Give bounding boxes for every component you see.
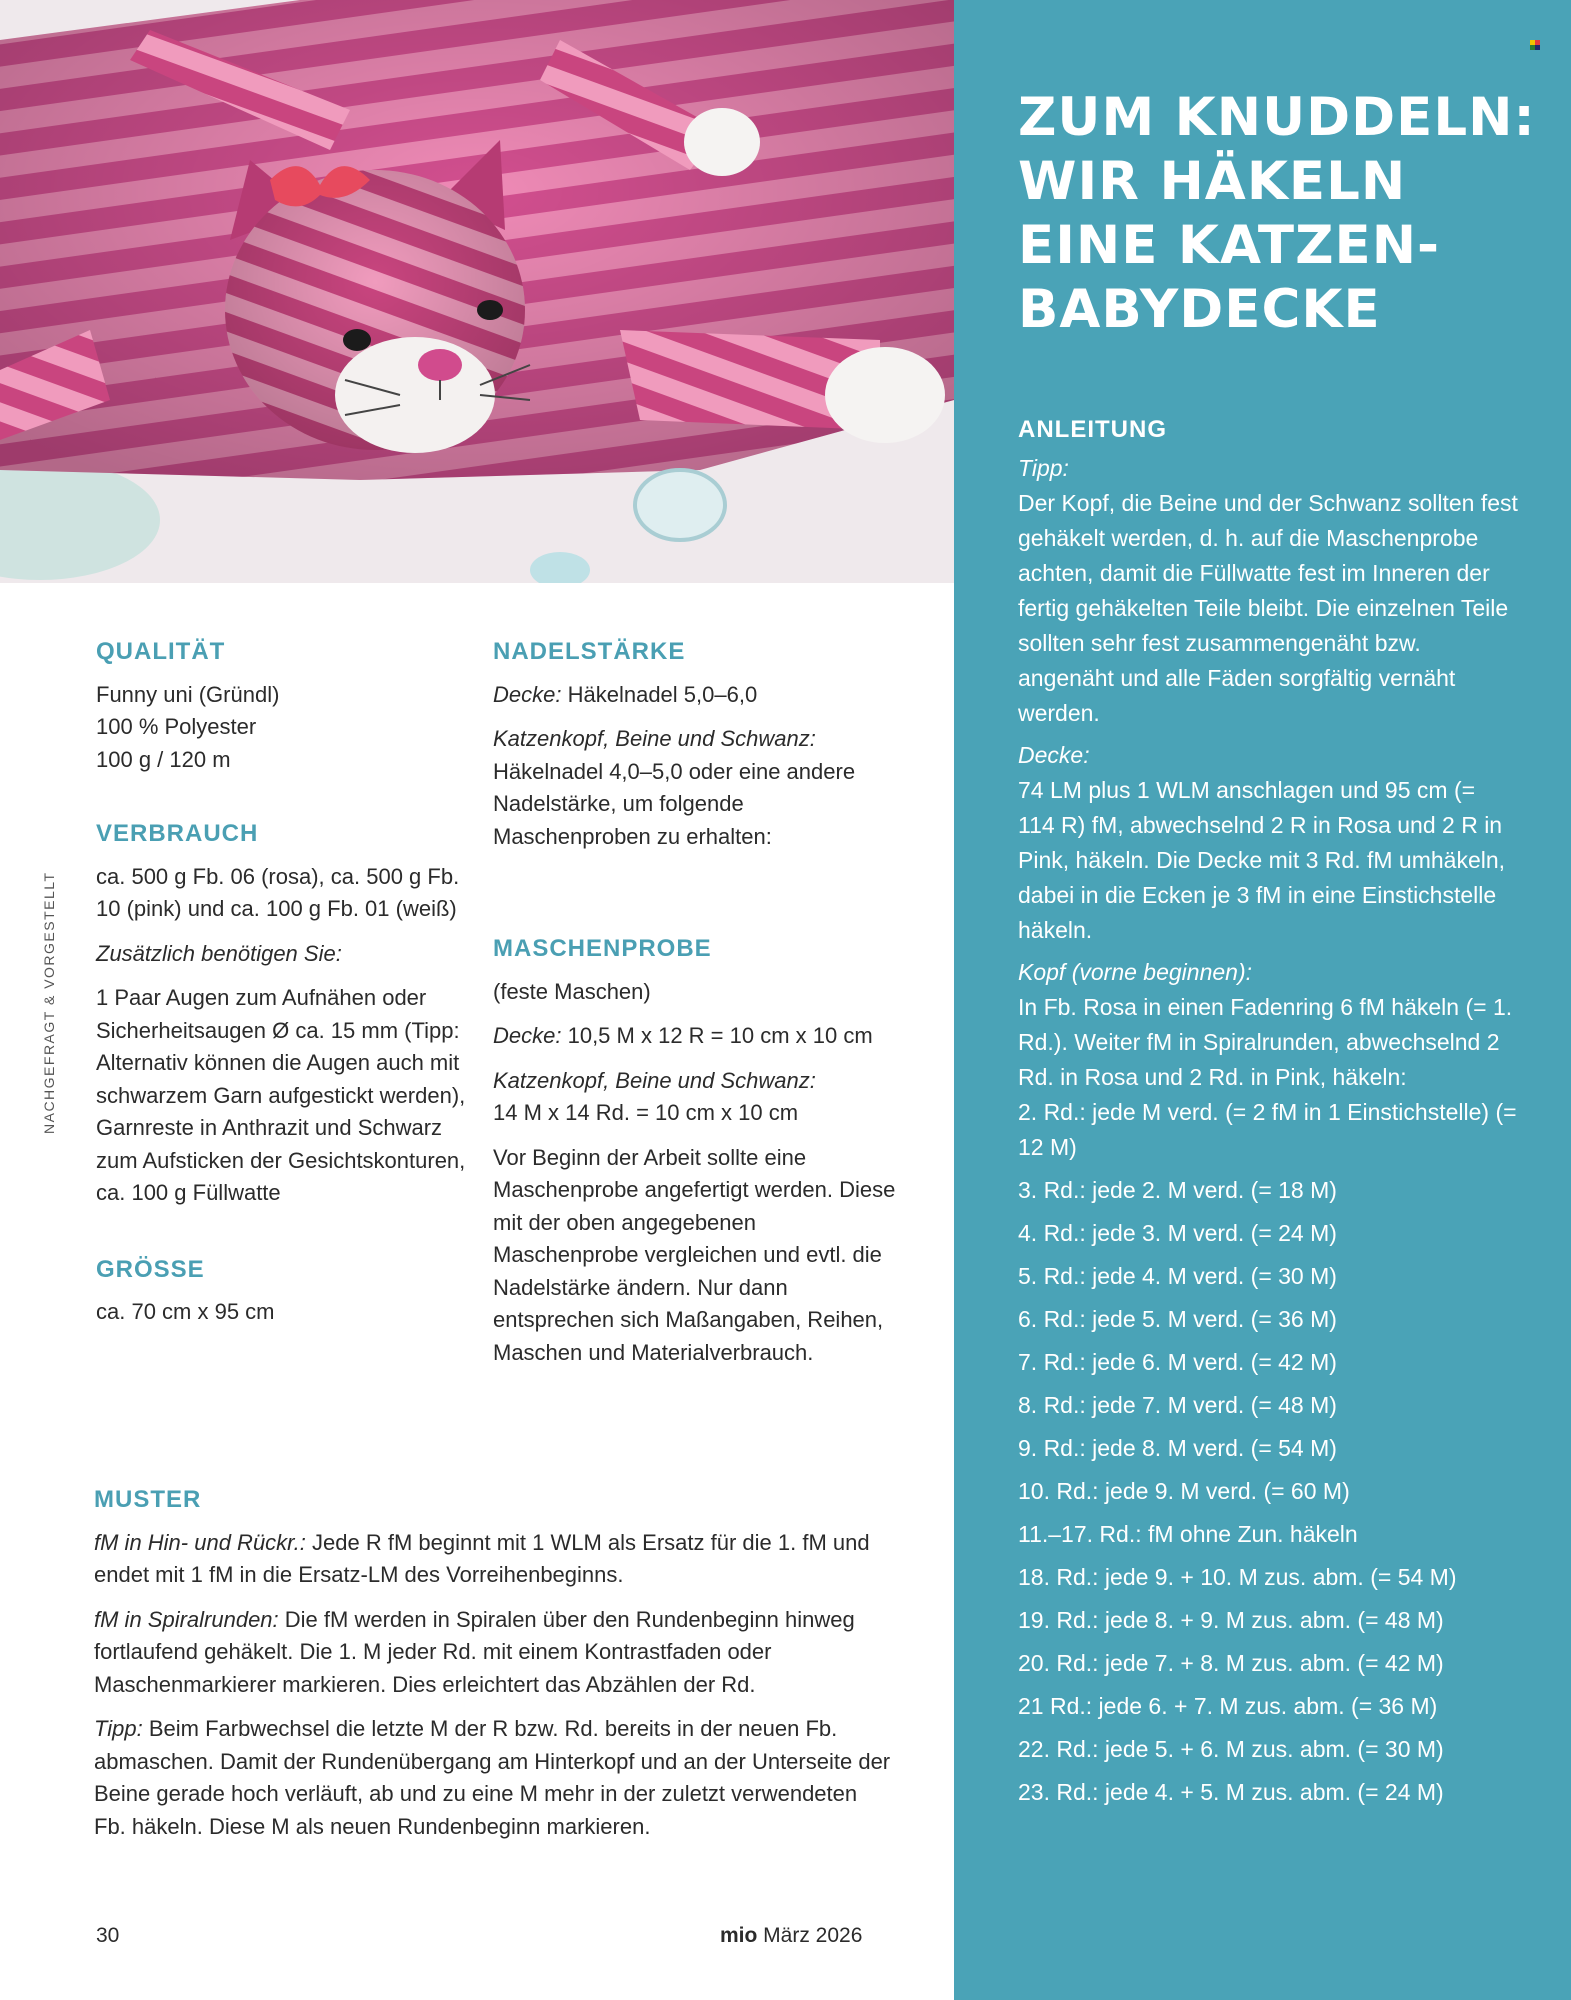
verbrauch-extra-text: 1 Paar Augen zum Aufnähen oder Sicherheitsaugen Ø ca. 15 mm (Tipp: Alternativ können die Augen auch mit schwarzem Garn aufgestickt werden), Garnreste in Anthrazit und Schwarz zum Aufsticken der Gesichtskonturen, ca. 100 g Füllwatte: [96, 985, 466, 1205]
cat-blanket-illustration: [0, 0, 954, 583]
round-step: 20. Rd.: jede 7. + 8. M zus. abm. (= 42 M): [1018, 1650, 1444, 1676]
nadelstaerke-decke: Decke: Häkelnadel 5,0–6,0: [493, 681, 758, 707]
verbrauch-extra-label: Zusätzlich benötigen Sie:: [96, 940, 342, 966]
hero-photo: [0, 0, 954, 583]
color-marker-icon: [1530, 40, 1540, 50]
anleitung-decke-label: Decke:: [1018, 742, 1090, 768]
anleitung-decke-text: 74 LM plus 1 WLM anschlagen und 95 cm (= 114 R) fM, abwechselnd 2 R in Rosa und 2 R in Pink, häkeln. Die Decke mit 3 Rd. fM umhäkeln, dabei in die Ecken je 3 fM in eine Einstichstelle häkeln.: [1018, 777, 1506, 943]
round-step: 7. Rd.: jede 6. M verd. (= 42 M): [1018, 1349, 1337, 1375]
anleitung-kopf-text: In Fb. Rosa in einen Fadenring 6 fM häkeln (= 1. Rd.). Weiter fM in Spiralrunden, abwechselnd 2 Rd. in Rosa und 2 Rd. in Pink, häkeln:: [1018, 994, 1513, 1090]
round-step: 4. Rd.: jede 3. M verd. (= 24 M): [1018, 1220, 1337, 1246]
qualitaet-line: 100 g / 120 m: [96, 746, 231, 772]
round-step: 6. Rd.: jede 5. M verd. (= 36 M): [1018, 1306, 1337, 1332]
instructions-sidebar: [954, 0, 1571, 2000]
maschenprobe-heading: MASCHENPROBE: [493, 935, 712, 962]
muster-p1: fM in Hin- und Rückr.: Jede R fM beginnt mit 1 WLM als Ersatz für die 1. fM und endet mit 1 fM in die Ersatz-LM des Vorreihenbeginns.: [94, 1529, 870, 1587]
round-step: 19. Rd.: jede 8. + 9. M zus. abm. (= 48 M): [1018, 1607, 1444, 1633]
section-label: NACHGEFRAGT & VORGESTELLT: [41, 871, 57, 1134]
cat-head: [225, 140, 530, 453]
maschenprobe-kopf: Katzenkopf, Beine und Schwanz: 14 M x 14 Rd. = 10 cm x 10 cm: [493, 1067, 816, 1125]
round-step: 23. Rd.: jede 4. + 5. M zus. abm. (= 24 M): [1018, 1779, 1444, 1805]
maschenprobe-decke: Decke: 10,5 M x 12 R = 10 cm x 10 cm: [493, 1023, 873, 1048]
page-title: ZUM KNUDDELN: WIR HÄKELN EINE KATZEN- BABYDECKE: [1018, 87, 1536, 340]
tail-tip: [684, 108, 760, 176]
muster-p2: fM in Spiralrunden: Die fM werden in Spiralen über den Rundenbeginn hinweg fortlaufend gehäkelt. Die 1. M jeder Rd. mit einem Kontrastfaden oder Maschenmarkierer markieren. Dies erleichtert das Abzählen der Rd.: [94, 1606, 855, 1697]
muster-heading: MUSTER: [94, 1486, 202, 1513]
verbrauch-heading: VERBRAUCH: [96, 820, 259, 847]
round-step: 18. Rd.: jede 9. + 10. M zus. abm. (= 54 M): [1018, 1564, 1457, 1590]
nadelstaerke-heading: NADELSTÄRKE: [493, 638, 686, 665]
muster-section: [94, 1484, 894, 1855]
qualitaet-line: 100 % Polyester: [96, 714, 257, 739]
middle-column: [493, 636, 903, 1384]
anleitung-tipp-label: Tipp:: [1018, 455, 1069, 481]
round-step: 21 Rd.: jede 6. + 7. M zus. abm. (= 36 M): [1018, 1693, 1438, 1719]
qualitaet-line: Funny uni (Gründl): [96, 681, 280, 707]
left-column: [96, 636, 466, 1344]
anleitung-section: [1018, 412, 1518, 1818]
groesse-heading: GRÖSSE: [96, 1255, 205, 1283]
round-step: 10. Rd.: jede 9. M verd. (= 60 M): [1018, 1478, 1350, 1504]
magazine-issue: mio März 2026: [720, 1924, 863, 1947]
round-step: 8. Rd.: jede 7. M verd. (= 48 M): [1018, 1392, 1337, 1418]
round-step: 2. Rd.: jede M verd. (= 2 fM in 1 Einstichstelle) (= 12 M): [1018, 1099, 1517, 1160]
round-step: 5. Rd.: jede 4. M verd. (= 30 M): [1018, 1263, 1337, 1289]
anleitung-kopf-label: Kopf (vorne beginnen):: [1018, 959, 1252, 985]
muster-p3: Tipp: Beim Farbwechsel die letzte M der R bzw. Rd. bereits in der neuen Fb. abmaschen. Damit der Rundenübergang am Hinterkopf und an der Unterseite der Beine gerade hoch verläuft, ab und zu eine M mehr in der zuletzt verwendeten Fb. häkeln. Diese M als neuen Rundenbeginn markieren.: [94, 1716, 891, 1839]
round-step: 22. Rd.: jede 5. + 6. M zus. abm. (= 30 M): [1018, 1736, 1444, 1762]
maschenprobe-note: Vor Beginn der Arbeit sollte eine Maschenprobe angefertigt werden. Diese mit der oben angegebenen Maschenprobe vergleichen und evtl. die Nadelstärke ändern. Nur dann entsprechen sich Maßangaben, Reihen, Maschen und Materialverbrauch.: [493, 1144, 896, 1365]
round-step: 11.–17. Rd.: fM ohne Zun. häkeln: [1018, 1521, 1358, 1547]
groesse-text: ca. 70 cm x 95 cm: [96, 1299, 275, 1324]
anleitung-tipp-text: Der Kopf, die Beine und der Schwanz sollten fest gehäkelt werden, d. h. auf die Maschenprobe achten, damit die Füllwatte fest im Inneren der fertig gehäkelten Teile bleibt. Die einzelnen Teile sollten sehr fest zusammengenäht bzw. angenäht und alle Fäden sorgfältig vernäht werden.: [1018, 490, 1518, 726]
verbrauch-text: ca. 500 g Fb. 06 (rosa), ca. 500 g Fb. 10 (pink) und ca. 100 g Fb. 01 (weiß): [96, 863, 460, 921]
qualitaet-heading: QUALITÄT: [96, 638, 226, 665]
page-number: 30: [96, 1924, 120, 1947]
maschenprobe-sub: (feste Maschen): [493, 978, 651, 1004]
round-step: 9. Rd.: jede 8. M verd. (= 54 M): [1018, 1435, 1337, 1461]
paw-right: [825, 347, 945, 443]
anleitung-heading: ANLEITUNG: [1018, 416, 1167, 443]
round-step: 3. Rd.: jede 2. M verd. (= 18 M): [1018, 1177, 1337, 1203]
nadelstaerke-kopf: Katzenkopf, Beine und Schwanz: Häkelnadel 4,0–5,0 oder eine andere Nadelstärke, um folgende Maschenproben zu erhalten:: [493, 726, 856, 849]
